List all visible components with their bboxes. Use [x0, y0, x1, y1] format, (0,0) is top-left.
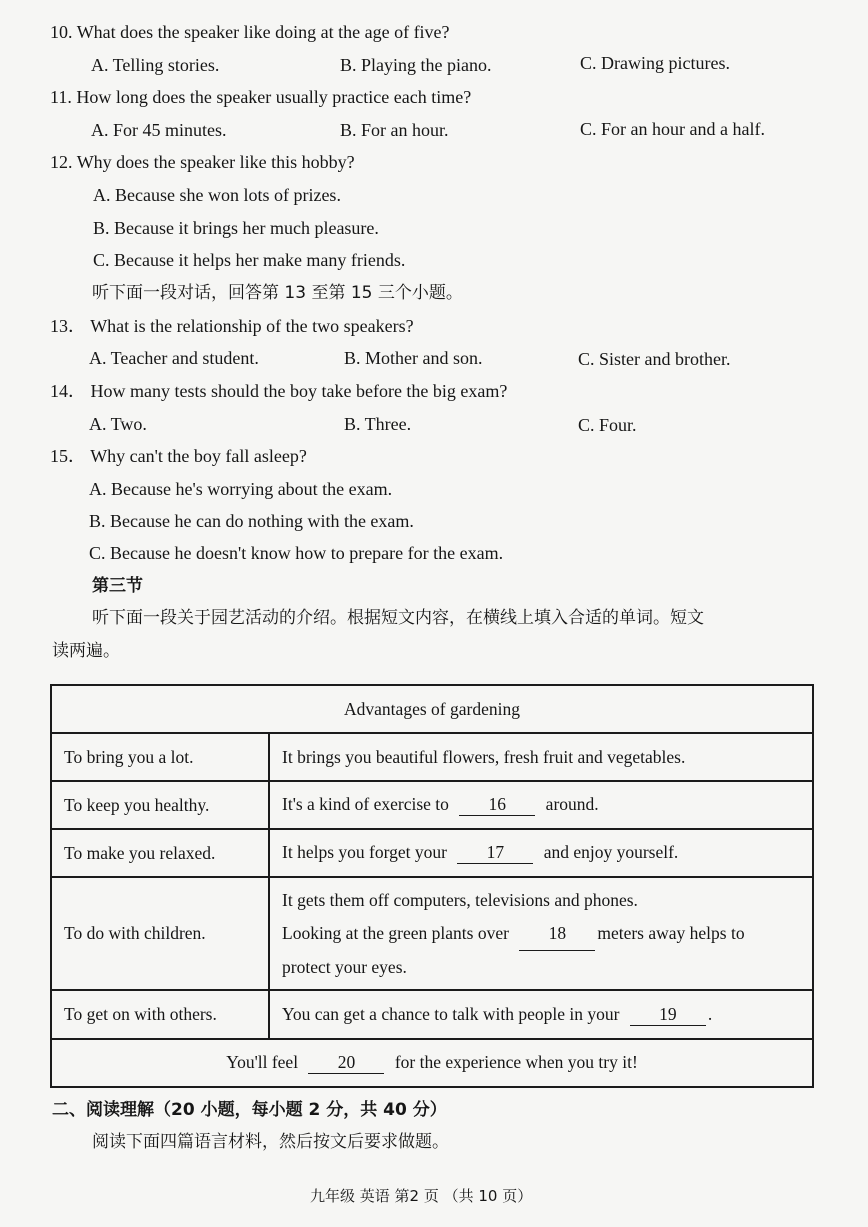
question-number: 15．	[50, 446, 86, 466]
part2-instruction: 阅读下面四篇语言材料，然后按文后要求做题。	[92, 1132, 449, 1152]
table-header-row	[51, 685, 813, 733]
row-content	[269, 781, 813, 829]
question-number: 10.	[50, 22, 73, 42]
table-row	[51, 877, 813, 990]
option-b: B. Mother and son.	[344, 348, 483, 368]
question-number: 12.	[50, 152, 73, 172]
row-label: To make you relaxed.	[51, 829, 269, 877]
question-15	[50, 445, 307, 467]
section-title: 第三节	[92, 576, 143, 596]
content-line	[282, 917, 800, 951]
question-number: 13．	[50, 316, 86, 336]
content-text: You can get a chance to talk with people in your	[282, 1003, 620, 1024]
row-label: To keep you healthy.	[51, 781, 269, 829]
part2-title: 二、阅读理解（20 小题，每小题 2 分，共 40 分）	[52, 1100, 447, 1120]
option-a: A. Because she won lots of prizes.	[93, 185, 341, 205]
question-text: How long does the speaker usually practice each time?	[76, 87, 472, 107]
question-number: 14．	[50, 381, 86, 401]
answer-blank-18[interactable]: 18	[519, 917, 595, 951]
answer-blank-19[interactable]: 19	[630, 1004, 706, 1026]
table-row	[51, 829, 813, 877]
option-b: B. Because it brings her much pleasure.	[93, 218, 379, 238]
question-text: What is the relationship of the two speakers?	[90, 316, 414, 336]
row-label: To bring you a lot.	[51, 733, 269, 781]
question-11	[50, 86, 471, 108]
question-text: Why can't the boy fall asleep?	[90, 446, 307, 466]
row-content	[269, 877, 813, 990]
content-text: It's a kind of exercise to	[282, 794, 449, 814]
table-header: Advantages of gardening	[51, 685, 813, 733]
question-12	[50, 151, 355, 173]
row-label: To do with children.	[51, 877, 269, 990]
option-c: C. Four.	[578, 415, 637, 435]
content-text: meters away helps to	[597, 922, 745, 943]
question-10	[50, 21, 450, 43]
page-footer: 九年级 英语 第2 页 （共 10 页）	[310, 1187, 533, 1205]
option-c: C. Because it helps her make many friends.	[93, 250, 406, 270]
option-b: B. For an hour.	[340, 120, 449, 140]
question-text: How many tests should the boy take before the big exam?	[90, 381, 508, 401]
content-text: Looking at the green plants over	[282, 922, 509, 943]
content-text: .	[707, 1003, 713, 1024]
option-c: C. For an hour and a half.	[580, 119, 765, 139]
row-label: To get on with others.	[51, 990, 269, 1039]
option-c: C. Because he doesn't know how to prepare for the exam.	[89, 543, 504, 563]
question-text: What does the speaker like doing at the age of five?	[76, 22, 450, 42]
question-text: Why does the speaker like this hobby?	[76, 152, 355, 172]
option-b: B. Because he can do nothing with the exam.	[89, 511, 414, 531]
question-13	[50, 315, 414, 337]
content-text: It helps you forget your	[282, 842, 447, 862]
option-a: A. For 45 minutes.	[91, 120, 227, 140]
question-number: 11.	[50, 87, 72, 107]
table-row	[51, 733, 813, 781]
option-c: C. Drawing pictures.	[580, 53, 730, 73]
answer-blank-20[interactable]: 20	[308, 1052, 384, 1074]
option-b: B. Three.	[344, 414, 412, 434]
row-content: It brings you beautiful flowers, fresh fruit and vegetables.	[269, 733, 813, 781]
question-14	[50, 380, 507, 402]
table-row	[51, 781, 813, 829]
content-text: and enjoy yourself.	[543, 842, 679, 862]
section-instruction-line1: 听下面一段关于园艺活动的介绍。根据短文内容，在横线上填入合适的单词。短文	[92, 608, 704, 628]
answer-blank-17[interactable]: 17	[457, 842, 533, 864]
table-row	[51, 990, 813, 1039]
content-text: for the experience when you try it!	[394, 1052, 638, 1072]
option-a: A. Telling stories.	[91, 55, 220, 75]
row-content	[269, 990, 813, 1039]
option-b: B. Playing the piano.	[340, 55, 492, 75]
content-text: You'll feel	[226, 1052, 299, 1072]
option-a: A. Because he's worrying about the exam.	[89, 479, 393, 499]
row-content	[269, 829, 813, 877]
option-c: C. Sister and brother.	[578, 349, 731, 369]
table-footer	[51, 1039, 813, 1087]
option-a: A. Two.	[89, 414, 147, 434]
table-footer-row	[51, 1039, 813, 1087]
gardening-table	[50, 684, 814, 1088]
content-text: It gets them off computers, televisions and phones.	[282, 889, 638, 910]
content-text: around.	[545, 794, 599, 814]
answer-blank-16[interactable]: 16	[459, 794, 535, 816]
option-a: A. Teacher and student.	[89, 348, 259, 368]
instruction-13-15: 听下面一段对话，回答第 13 至第 15 三个小题。	[92, 283, 463, 303]
section-instruction-line2: 读两遍。	[52, 641, 120, 661]
content-text: protect your eyes.	[282, 956, 407, 977]
